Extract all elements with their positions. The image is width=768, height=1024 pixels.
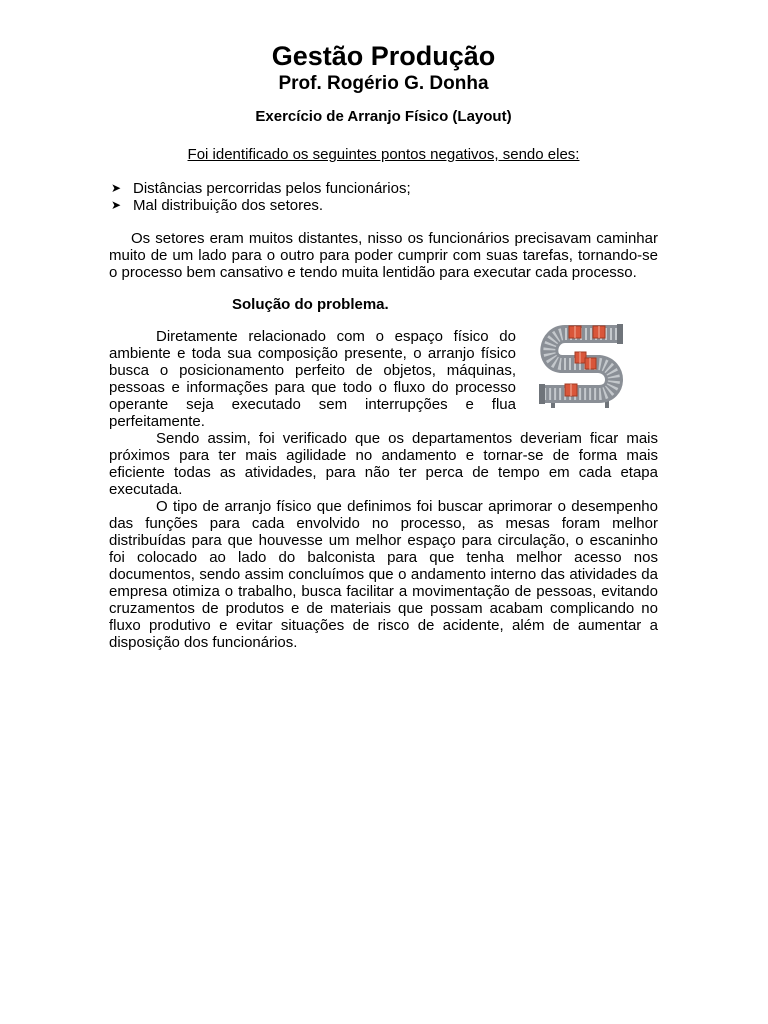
solution-paragraph-3: O tipo de arranjo físico que definimos foi buscar aprimorar o desempenho das funções para cada envolvido no processo, as mesas foram melhor distribuídas para que houvesse um melhor espaço para circulação, o escaninho foi colocado ao lado do balconista para que tenha melhor acesso nos documentos, sendo assim concluímos que o andamento interno das atividades da empresa otimiza o trabalho, busca facilitar a movimentação de pessoas, evitando cruzamentos de produtos e de materiais que possam acabam complicando no fluxo produtivo e evitar situações de risco de acidente, além de aumentar a disposição dos funcionários. — [109, 498, 658, 651]
exercise-title: Exercício de Arranjo Físico (Layout) — [255, 108, 512, 125]
list-item — [109, 180, 658, 197]
intro-text: Foi identificado os seguintes pontos negativos, sendo eles: — [187, 146, 580, 163]
solution-section — [109, 328, 658, 651]
arrowhead-bullet-icon: ➤ — [111, 198, 122, 212]
list-item-text: Mal distribuição dos setores. — [133, 197, 324, 214]
page-subtitle: Prof. Rogério G. Donha — [278, 73, 489, 94]
list-item — [109, 197, 658, 214]
solution-heading: Solução do problema. — [232, 296, 389, 313]
solution-paragraph-1: Diretamente relacionado com o espaço físico do ambiente e toda sua composição presente, o arranjo físico busca o posicionamento perfeito de objetos, máquinas, pessoas e informações para que todo o fluxo do processo operante seja executado sem interrupções e flua perfeitamente. — [109, 328, 516, 430]
solution-paragraph-2: Sendo assim, foi verificado que os departamentos deveriam ficar mais próximos para ter mais agilidade no andamento e tornar-se de forma mais eficiente todas as atividades, para não ter perca de tempo em cada etapa executada. — [109, 430, 658, 498]
conveyor-belt-boxes-icon — [535, 322, 631, 408]
problem-paragraph: Os setores eram muitos distantes, nisso os funcionários precisavam caminhar muito de um lado para o outro para poder cumprir com suas tarefas, tornando-se o processo bem cansativo e tendo muita lentidão para executar cada processo. — [109, 230, 658, 281]
arrowhead-bullet-icon: ➤ — [111, 181, 122, 195]
list-item-text: Distâncias percorridas pelos funcionários; — [133, 180, 411, 197]
page-title: Gestão Produção — [271, 41, 496, 71]
negative-points-list — [109, 180, 658, 214]
document-page — [109, 40, 658, 651]
